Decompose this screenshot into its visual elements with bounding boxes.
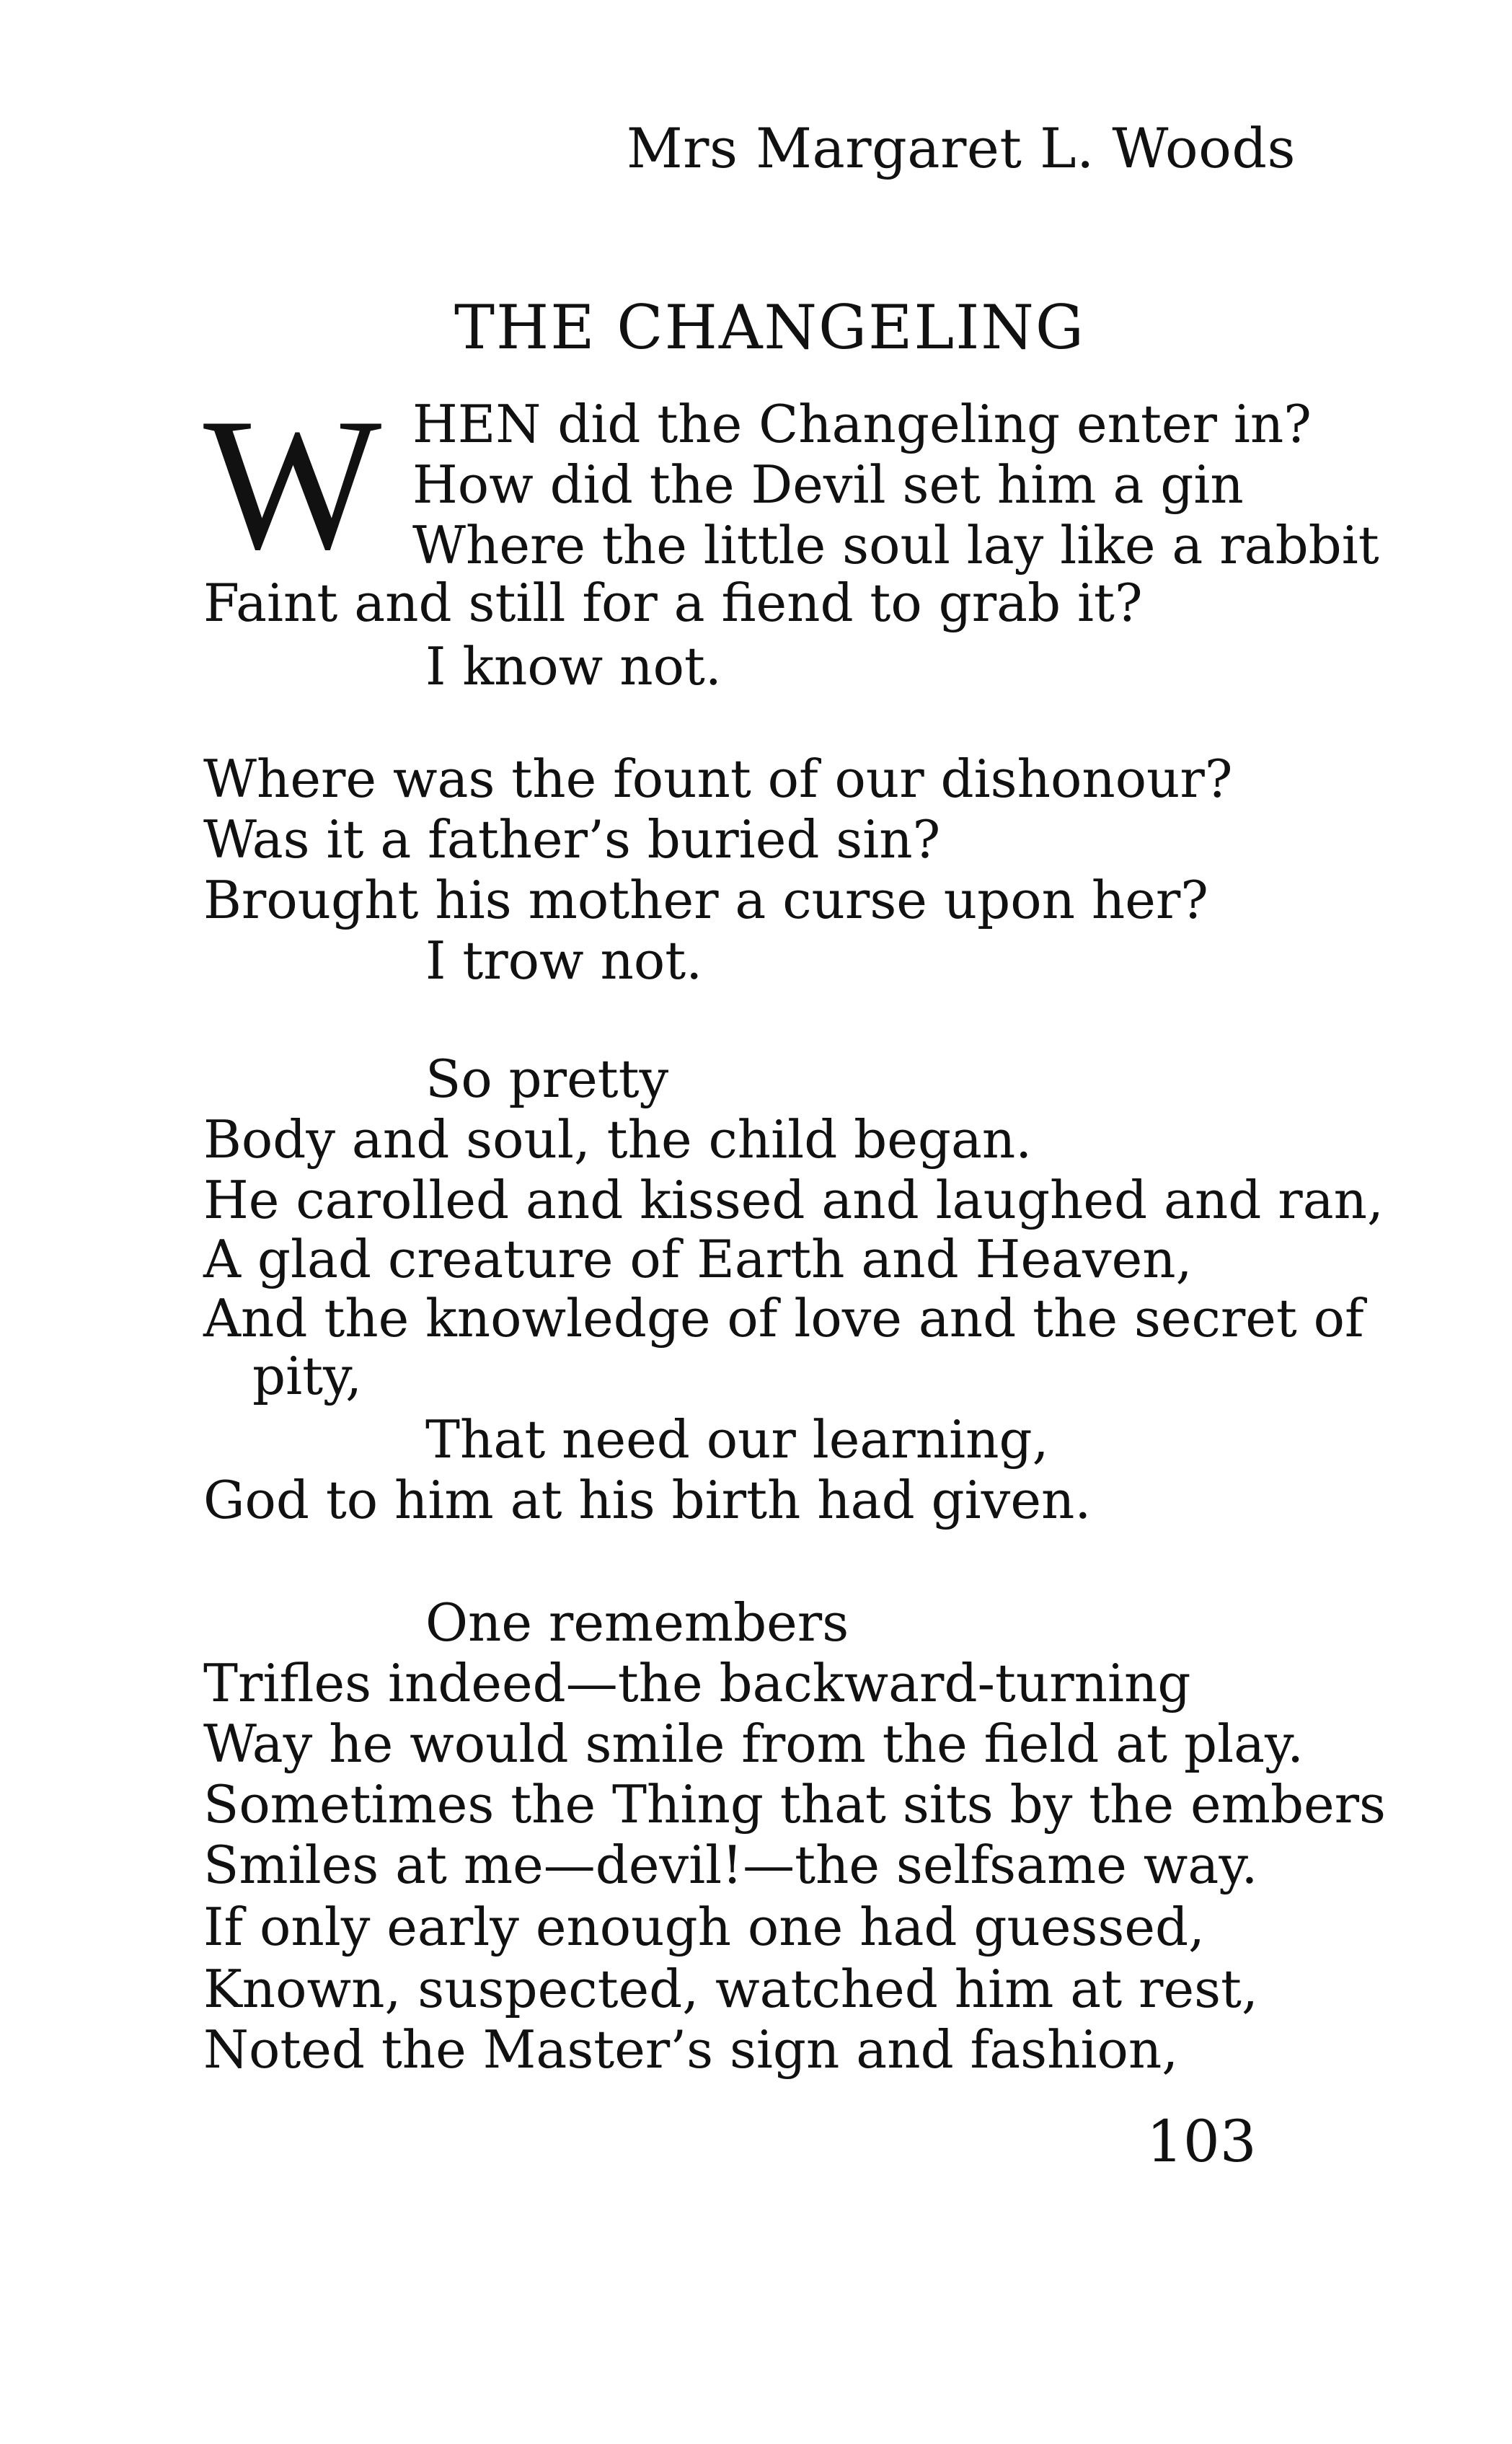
poem-line: He carolled and kissed and laughed and ran, — [203, 1170, 1384, 1230]
running-header-author: Mrs Margaret L. Woods — [626, 116, 1296, 180]
poem-refrain-line: I know not. — [425, 636, 722, 697]
poem-line: If only early enough one had guessed, — [203, 1897, 1205, 1957]
poem-line: Smiles at me—devil!—the selfsame way. — [203, 1835, 1258, 1895]
poem-line: So pretty — [425, 1049, 669, 1109]
poem-line-continuation: pity, — [252, 1346, 363, 1406]
poem-line: How did the Devil set him a gin — [412, 454, 1244, 515]
poem-line: Noted the Master’s sign and fashion, — [203, 2019, 1179, 2080]
poem-line: A glad creature of Earth and Heaven, — [203, 1229, 1193, 1289]
poem-line: Where was the fount of our dishonour? — [203, 749, 1233, 809]
poem-title: THE CHANGELING — [454, 292, 1085, 363]
poem-line: HEN did the Changeling enter in? — [412, 394, 1312, 454]
poem-line: That need our learning, — [425, 1409, 1049, 1470]
poem-line: Was it a father’s buried sin? — [203, 809, 941, 870]
poem-line: God to him at his birth had given. — [203, 1470, 1092, 1530]
poem-line: Known, suspected, watched him at rest, — [203, 1959, 1258, 2019]
poem-line: And the knowledge of love and the secret of — [203, 1288, 1364, 1349]
poem-line: One remembers — [425, 1592, 849, 1653]
poem-line: Brought his mother a curse upon her? — [203, 870, 1208, 930]
poem-line: Faint and still for a fiend to grab it? — [203, 573, 1143, 633]
drop-cap: W — [203, 379, 382, 588]
poem-line: Sometimes the Thing that sits by the embers — [203, 1774, 1387, 1835]
poem-line: Trifles indeed—the backward-turning — [203, 1653, 1191, 1713]
poem-line: Where the little soul lay like a rabbit — [412, 515, 1379, 575]
poem-line: Body and soul, the child began. — [203, 1109, 1033, 1170]
poem-line: Way he would smile from the field at play. — [203, 1713, 1304, 1774]
poem-refrain-line: I trow not. — [425, 930, 703, 991]
page-number: 103 — [1146, 2108, 1257, 2175]
